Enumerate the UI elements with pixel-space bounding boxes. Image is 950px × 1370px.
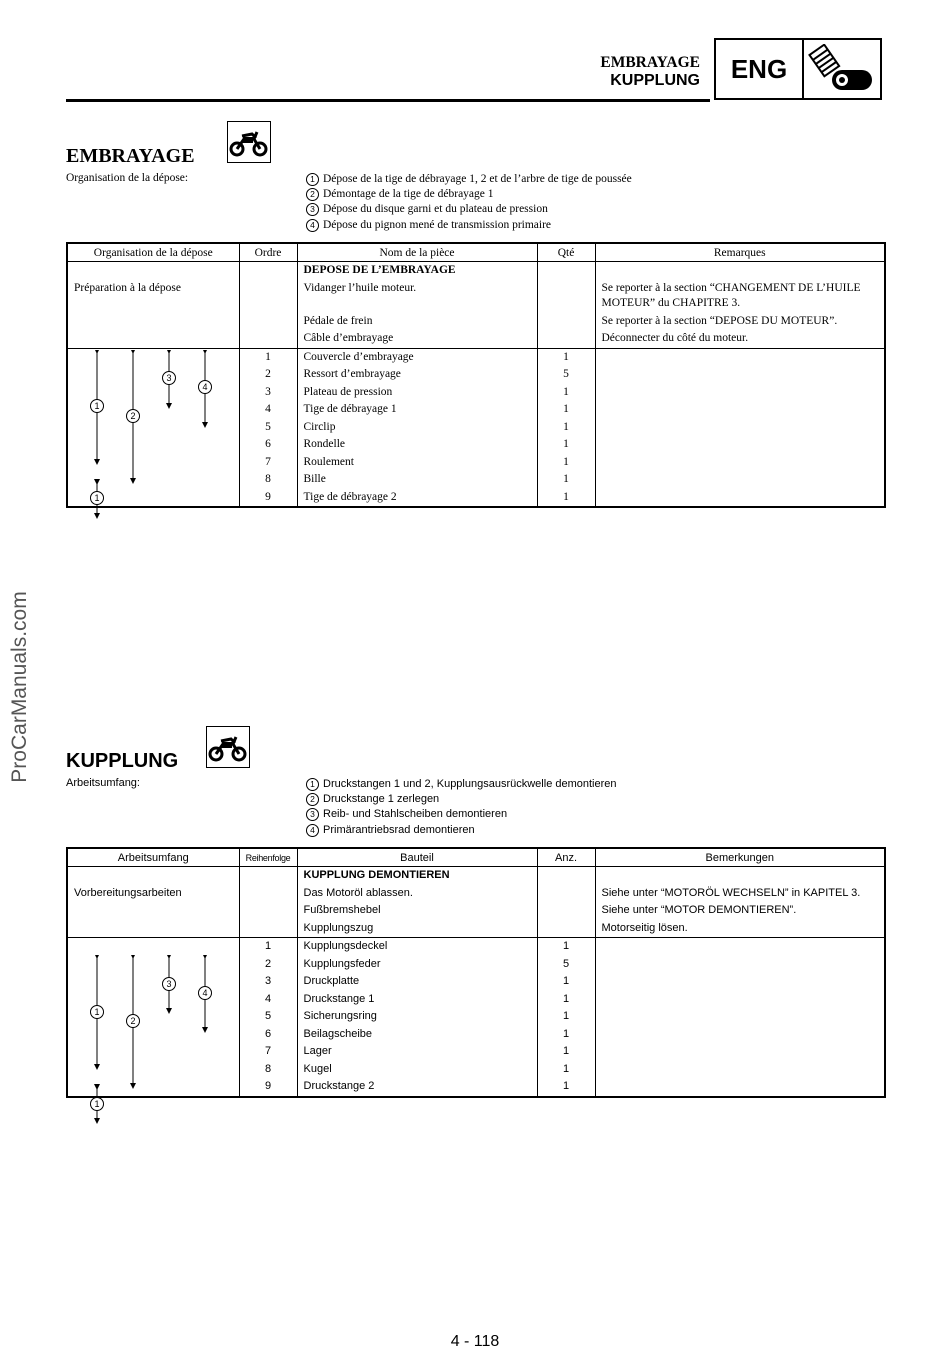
table-row: 1 Couvercle d’embrayage 1 bbox=[67, 348, 885, 366]
eng-badge-label: ENG bbox=[716, 40, 804, 98]
table-row bbox=[67, 867, 885, 885]
sequence-marker: 1 bbox=[90, 399, 104, 413]
sequence-marker: 3 bbox=[162, 371, 176, 385]
column-header: Reihenfolge bbox=[239, 848, 297, 867]
column-header: Remarques bbox=[595, 243, 885, 262]
remark: Déconnecter du côté du moteur. bbox=[595, 330, 885, 348]
table-row bbox=[67, 902, 885, 920]
table-row bbox=[67, 920, 885, 938]
eng-badge bbox=[714, 38, 882, 100]
table-row: 4 Druckstange 1 1 bbox=[67, 991, 885, 1009]
scope-number: 1 bbox=[306, 778, 319, 791]
table-row: 5 Circlip 1 bbox=[67, 419, 885, 437]
part-name: Fußbremshebel bbox=[297, 902, 537, 920]
scope-list-fr bbox=[306, 172, 632, 233]
column-header: Nom de la pièce bbox=[297, 243, 537, 262]
scope-number: 3 bbox=[306, 203, 319, 216]
part-name: Kupplungszug bbox=[297, 920, 537, 938]
scope-label-de: Arbeitsumfang: bbox=[66, 777, 140, 789]
table-row: 4 Tige de débrayage 1 1 bbox=[67, 401, 885, 419]
scope-item: 3 Dépose du disque garni et du plateau de pression bbox=[306, 202, 632, 217]
table-row: 6 Beilagscheibe 1 bbox=[67, 1026, 885, 1044]
table-row: 7 Roulement 1 bbox=[67, 454, 885, 472]
table-row: 9 Tige de débrayage 2 1 bbox=[67, 489, 885, 508]
table-row: 9 Druckstange 2 1 bbox=[67, 1078, 885, 1097]
table-header-row bbox=[67, 848, 885, 867]
scope-item: 1 Dépose de la tige de débrayage 1, 2 et de l’arbre de tige de poussée bbox=[306, 172, 632, 187]
scope-number: 4 bbox=[306, 824, 319, 837]
scope-item: 1 Druckstangen 1 und 2, Kupplungsausrückwelle demontieren bbox=[306, 777, 617, 792]
table-row bbox=[67, 885, 885, 903]
column-header: Bauteil bbox=[297, 848, 537, 867]
table-row bbox=[67, 262, 885, 280]
scope-item: 2 Démontage de la tige de débrayage 1 bbox=[306, 187, 632, 202]
table-row: 5 Sicherungsring 1 bbox=[67, 1008, 885, 1026]
table-row: 2 Ressort d’embrayage 5 bbox=[67, 366, 885, 384]
header-rule bbox=[66, 99, 710, 102]
table-row: 6 Rondelle 1 bbox=[67, 436, 885, 454]
motorcycle-icon bbox=[206, 726, 250, 768]
page-number: 4 - 118 bbox=[450, 1333, 500, 1350]
motorcycle-icon bbox=[227, 121, 271, 163]
part-name: Pédale de frein bbox=[297, 313, 537, 331]
scope-number: 2 bbox=[306, 793, 319, 806]
section-title-fr: EMBRAYAGE bbox=[66, 145, 195, 167]
column-header: Arbeitsumfang bbox=[67, 848, 239, 867]
prep-label: Préparation à la dépose bbox=[67, 280, 239, 313]
header-title-fr: EMBRAYAGE bbox=[600, 54, 700, 71]
part-name: Das Motoröl ablassen. bbox=[297, 885, 537, 903]
table-row: 1 Kupplungsdeckel 1 bbox=[67, 938, 885, 956]
table-header-row bbox=[67, 243, 885, 262]
remark: Motorseitig lösen. bbox=[595, 920, 885, 938]
scope-item: 4 Primärantriebsrad demontieren bbox=[306, 823, 617, 838]
remark: Siehe unter “MOTORÖL WECHSELN” in KAPITEL 3. bbox=[595, 885, 885, 903]
sequence-marker: 1 bbox=[90, 1005, 104, 1019]
part-name: Câble d’embrayage bbox=[297, 330, 537, 348]
table-row: 3 Druckplatte 1 bbox=[67, 973, 885, 991]
table-row bbox=[67, 330, 885, 348]
table-row: 8 Bille 1 bbox=[67, 471, 885, 489]
table-row: 3 Plateau de pression 1 bbox=[67, 384, 885, 402]
sequence-marker: 3 bbox=[162, 977, 176, 991]
sequence-marker: 1 bbox=[90, 491, 104, 505]
remark: Se reporter à la section “CHANGEMENT DE L’HUILE MOTEUR” du CHAPITRE 3. bbox=[595, 280, 885, 313]
column-header: Qté bbox=[537, 243, 595, 262]
scope-item: 2 Druckstange 1 zerlegen bbox=[306, 792, 617, 807]
table-row: 7 Lager 1 bbox=[67, 1043, 885, 1061]
table-row: 2 Kupplungsfeder 5 bbox=[67, 956, 885, 974]
engine-piston-icon bbox=[806, 44, 878, 94]
sequence-marker: 4 bbox=[198, 380, 212, 394]
column-header: Organisation de la dépose bbox=[67, 243, 239, 262]
remark: Siehe unter “MOTOR DEMONTIEREN”. bbox=[595, 902, 885, 920]
part-name: Vidanger l’huile moteur. bbox=[297, 280, 537, 313]
scope-number: 2 bbox=[306, 188, 319, 201]
column-header: Bemerkungen bbox=[595, 848, 885, 867]
scope-label-fr: Organisation de la dépose: bbox=[66, 172, 189, 184]
remark: Se reporter à la section “DEPOSE DU MOTEUR”. bbox=[595, 313, 885, 331]
scope-number: 1 bbox=[306, 173, 319, 186]
sequence-marker: 1 bbox=[90, 1097, 104, 1111]
table-row bbox=[67, 313, 885, 331]
scope-list-de bbox=[306, 777, 617, 838]
scope-number: 3 bbox=[306, 808, 319, 821]
column-header: Ordre bbox=[239, 243, 297, 262]
sequence-marker: 4 bbox=[198, 986, 212, 1000]
watermark: ProCarManuals.com bbox=[8, 591, 31, 783]
scope-item: 3 Reib- und Stahlscheiben demontieren bbox=[306, 807, 617, 822]
column-header: Anz. bbox=[537, 848, 595, 867]
section-heading: KUPPLUNG DEMONTIEREN bbox=[297, 867, 537, 885]
scope-item: 4 Dépose du pignon mené de transmission primaire bbox=[306, 218, 632, 233]
sequence-marker: 2 bbox=[126, 409, 140, 423]
section-heading: DEPOSE DE L’EMBRAYAGE bbox=[297, 262, 537, 280]
scope-number: 4 bbox=[306, 219, 319, 232]
prep-label: Vorbereitungsarbeiten bbox=[67, 885, 239, 903]
table-row bbox=[67, 280, 885, 313]
section-title-de: KUPPLUNG bbox=[66, 750, 179, 772]
sequence-marker: 2 bbox=[126, 1014, 140, 1028]
header-title-de: KUPPLUNG bbox=[610, 72, 700, 89]
table-row: 8 Kugel 1 bbox=[67, 1061, 885, 1079]
